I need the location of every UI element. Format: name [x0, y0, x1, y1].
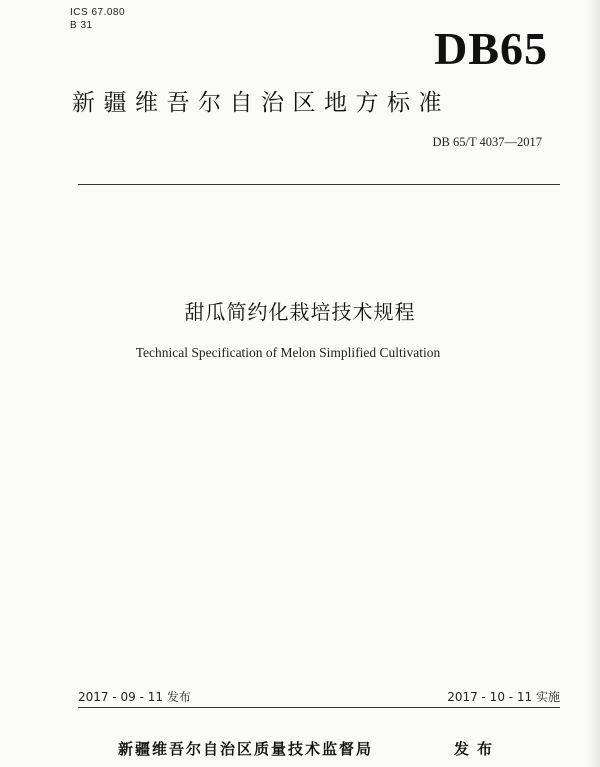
ics-code: ICS 67.080 — [70, 7, 126, 18]
db-code-mark: DB65 — [434, 23, 548, 74]
bottom-divider — [78, 707, 560, 708]
standard-number: DB 65/T 4037—2017 — [432, 135, 542, 149]
top-divider — [78, 184, 560, 185]
implementation-date: 2017 - 10 - 11 实施 — [447, 690, 560, 704]
issuing-action: 发布 — [454, 740, 501, 758]
issue-date: 2017 - 09 - 11 发布 — [78, 690, 191, 704]
issuing-region-title: 新疆维吾尔自治区地方标准 — [72, 90, 450, 116]
issuing-authority: 新疆维吾尔自治区质量技术监督局 — [118, 740, 374, 758]
classification-codes — [70, 6, 125, 32]
scan-edge-shadow — [586, 0, 600, 767]
document-title-chinese: 甜瓜简约化栽培技术规程 — [184, 300, 416, 324]
ccs-code: B 31 — [70, 20, 93, 31]
document-title-english: Technical Specification of Melon Simplified Cultivation — [135, 345, 441, 360]
